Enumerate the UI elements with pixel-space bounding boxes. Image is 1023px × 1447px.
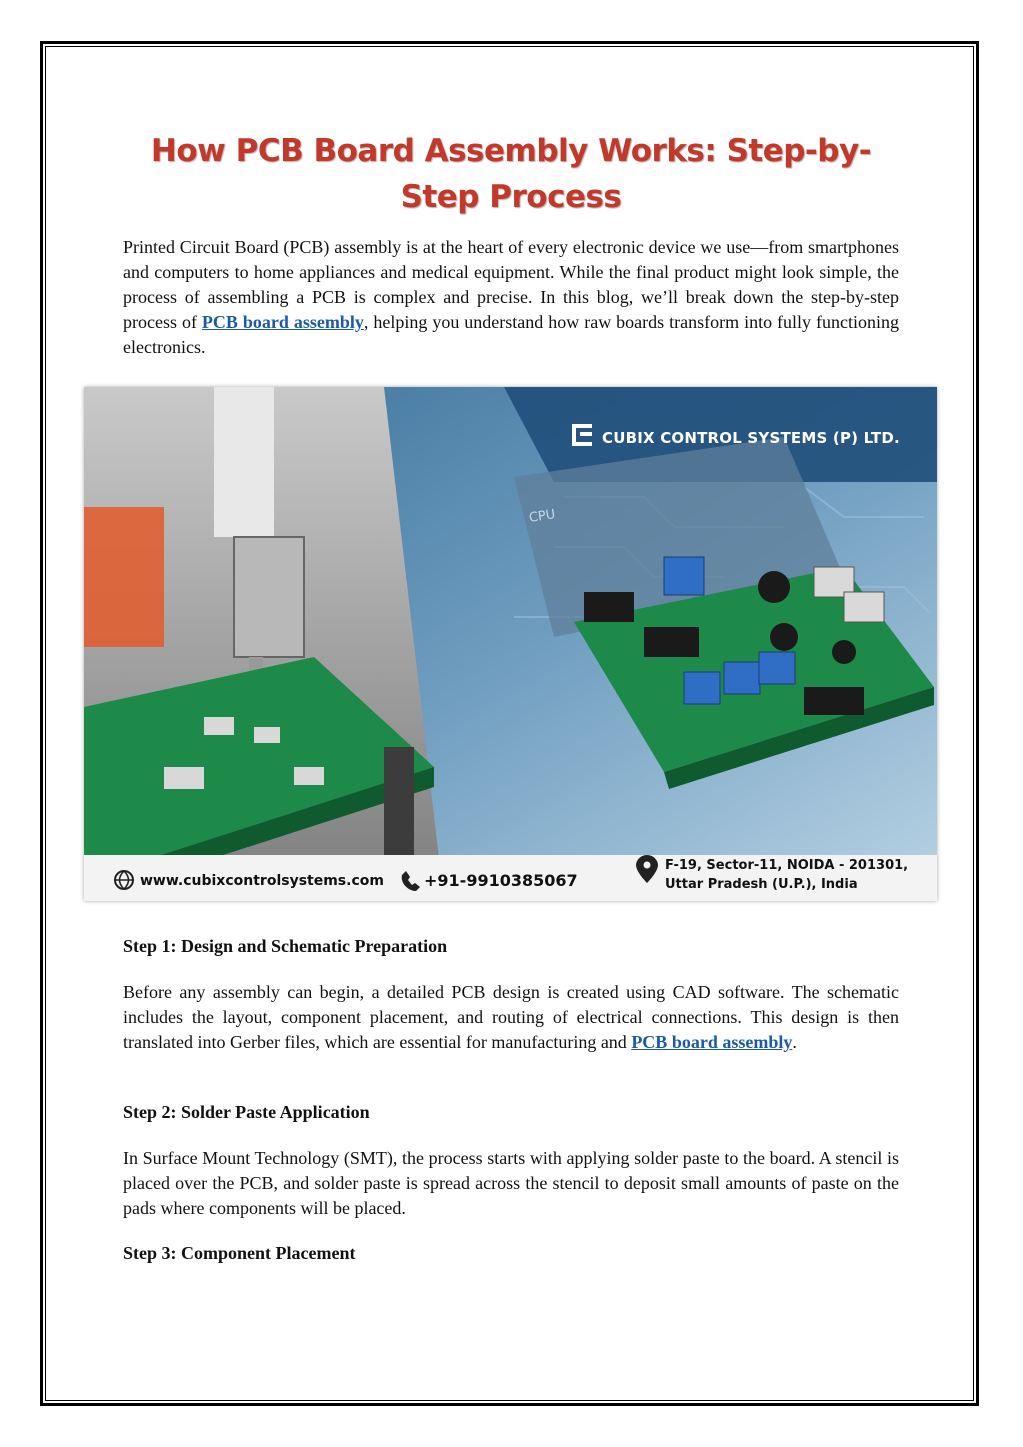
step-2-heading: Step 2: Solder Paste Application — [123, 1102, 370, 1122]
page-title: How PCB Board Assembly Works: Step-by-Step Process — [150, 133, 872, 215]
banner-illustration — [84, 387, 937, 901]
banner-website: www.cubixcontrolsystems.com — [140, 873, 384, 889]
step-1-paragraph — [123, 980, 899, 1055]
banner-chip-label: CPU — [527, 507, 557, 526]
step-2-paragraph: In Surface Mount Technology (SMT), the process starts with applying solder paste to the board. A stencil is placed over the PCB, and solder paste is spread across the stencil to deposit small amounts of paste on the pads where components will be placed. — [123, 1148, 899, 1218]
banner-company-name: CUBIX CONTROL SYSTEMS (P) LTD. — [602, 429, 900, 447]
intro-pcb-assembly-link[interactable]: PCB board assembly — [201, 312, 364, 332]
step-1-text: Before any assembly can begin, a detailed PCB design is created using CAD software. The schematic includes the layout, component placement, and routing of electrical connections. This design is then translated into Gerber files, which are essential for manufacturing and — [123, 982, 899, 1052]
banner-address-line2: Uttar Pradesh (U.P.), India — [665, 877, 858, 892]
step-1-heading: Step 1: Design and Schematic Preparation — [123, 936, 448, 956]
intro-text-end: , helping you understand how raw boards transform into fully functioning electronics. — [123, 312, 900, 357]
intro-paragraph — [123, 235, 899, 360]
step-1-text-end: . — [792, 1032, 797, 1052]
banner-phone: +91-9910385067 — [424, 871, 578, 890]
step-1-pcb-assembly-link[interactable]: PCB board assembly — [631, 1032, 793, 1052]
intro-text-start: Printed Circuit Board (PCB) assembly is at the heart of every electronic device we use—from smartphones and computers to home appliances and medical equipment. While the final product might look simple, the process of assembling a PCB is complex and precise. In this blog, we’ll break down the step-by-step process of — [123, 237, 899, 332]
company-banner-image — [84, 387, 937, 901]
banner-address-line1: F-19, Sector-11, NOIDA - 201301, — [665, 858, 909, 873]
step-3-heading: Step 3: Component Placement — [123, 1243, 356, 1263]
